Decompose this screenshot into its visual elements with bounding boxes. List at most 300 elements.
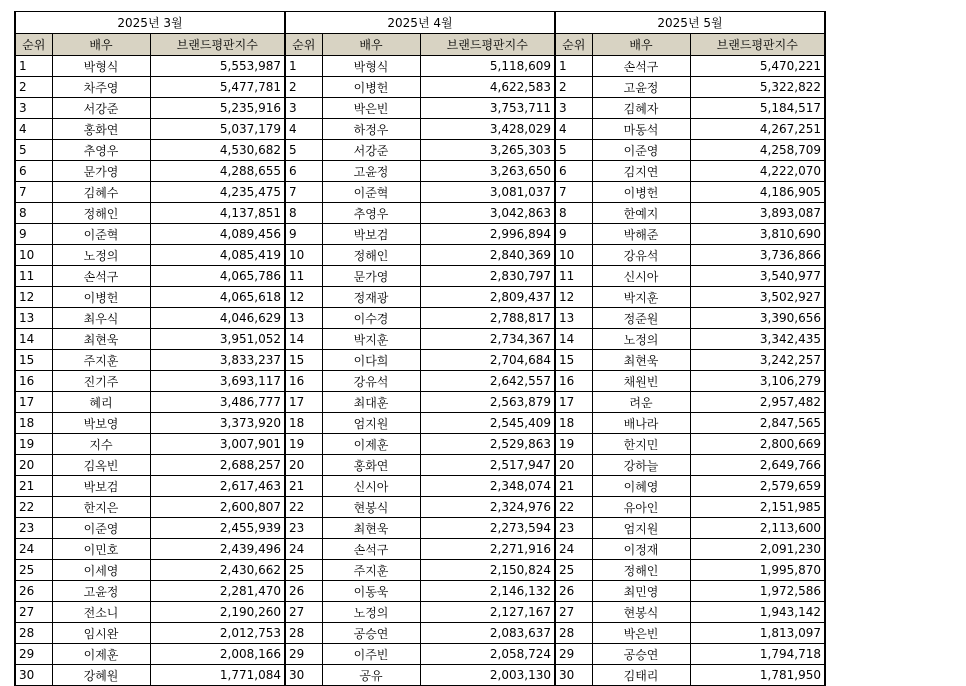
rank-cell: 26 [555, 581, 592, 602]
table-row [15, 203, 825, 224]
actor-name-cell: 이준혁 [322, 182, 420, 203]
score-cell: 2,281,470 [150, 581, 285, 602]
actor-header: 배우 [322, 34, 420, 56]
actor-name-cell: 이제훈 [322, 434, 420, 455]
actor-name-cell: 진기주 [52, 371, 150, 392]
rank-cell: 6 [285, 161, 322, 182]
actor-name-cell: 박형식 [322, 56, 420, 77]
score-cell: 3,373,920 [150, 413, 285, 434]
rank-cell: 28 [285, 623, 322, 644]
actor-name-cell: 박은빈 [322, 98, 420, 119]
table-row [15, 665, 825, 686]
actor-name-cell: 임시완 [52, 623, 150, 644]
actor-name-cell: 손석구 [592, 56, 690, 77]
score-cell: 3,106,279 [690, 371, 825, 392]
rank-cell: 21 [285, 476, 322, 497]
rank-cell: 22 [285, 497, 322, 518]
score-cell: 2,830,797 [420, 266, 555, 287]
month-title: 2025년 5월 [555, 12, 825, 34]
column-header-row [15, 34, 825, 56]
rank-cell: 8 [555, 203, 592, 224]
actor-name-cell: 채원빈 [592, 371, 690, 392]
score-cell: 4,137,851 [150, 203, 285, 224]
actor-name-cell: 정재광 [322, 287, 420, 308]
rank-cell: 1 [15, 56, 52, 77]
score-cell: 5,470,221 [690, 56, 825, 77]
rank-cell: 15 [15, 350, 52, 371]
rank-cell: 16 [15, 371, 52, 392]
actor-name-cell: 손석구 [52, 266, 150, 287]
actor-name-cell: 하정우 [322, 119, 420, 140]
actor-name-cell: 정해인 [52, 203, 150, 224]
rank-cell: 28 [15, 623, 52, 644]
rank-cell: 13 [285, 308, 322, 329]
actor-name-cell: 박보영 [52, 413, 150, 434]
score-cell: 2,545,409 [420, 413, 555, 434]
rank-cell: 10 [15, 245, 52, 266]
rank-header: 순위 [555, 34, 592, 56]
actor-name-cell: 한지민 [592, 434, 690, 455]
actor-header: 배우 [52, 34, 150, 56]
actor-name-cell: 마동석 [592, 119, 690, 140]
rank-cell: 18 [555, 413, 592, 434]
actor-name-cell: 신시아 [592, 266, 690, 287]
score-cell: 2,008,166 [150, 644, 285, 665]
table-row [15, 623, 825, 644]
actor-name-cell: 김혜자 [592, 98, 690, 119]
score-cell: 4,530,682 [150, 140, 285, 161]
table-row [15, 119, 825, 140]
table-row [15, 476, 825, 497]
score-cell: 1,972,586 [690, 581, 825, 602]
table-row [15, 329, 825, 350]
score-cell: 2,113,600 [690, 518, 825, 539]
rank-cell: 18 [15, 413, 52, 434]
rank-cell: 11 [15, 266, 52, 287]
actor-name-cell: 엄지원 [322, 413, 420, 434]
rank-cell: 12 [285, 287, 322, 308]
rank-cell: 18 [285, 413, 322, 434]
actor-name-cell: 박지훈 [592, 287, 690, 308]
actor-name-cell: 신시아 [322, 476, 420, 497]
score-header: 브랜드평판지수 [420, 34, 555, 56]
actor-name-cell: 강하늘 [592, 455, 690, 476]
actor-name-cell: 고윤정 [52, 581, 150, 602]
score-cell: 1,813,097 [690, 623, 825, 644]
rank-cell: 15 [285, 350, 322, 371]
rank-cell: 20 [555, 455, 592, 476]
table-row [15, 56, 825, 77]
actor-name-cell: 박보검 [52, 476, 150, 497]
rank-cell: 7 [15, 182, 52, 203]
score-cell: 2,788,817 [420, 308, 555, 329]
rank-cell: 3 [285, 98, 322, 119]
score-cell: 5,477,781 [150, 77, 285, 98]
rank-cell: 21 [15, 476, 52, 497]
score-cell: 4,222,070 [690, 161, 825, 182]
actor-name-cell: 이준영 [52, 518, 150, 539]
actor-name-cell: 유아인 [592, 497, 690, 518]
table-row [15, 392, 825, 413]
rank-cell: 14 [285, 329, 322, 350]
score-cell: 5,037,179 [150, 119, 285, 140]
rank-cell: 24 [15, 539, 52, 560]
rank-cell: 10 [285, 245, 322, 266]
score-cell: 3,263,650 [420, 161, 555, 182]
rank-header: 순위 [15, 34, 52, 56]
rank-cell: 8 [15, 203, 52, 224]
table-row [15, 455, 825, 476]
rank-cell: 25 [555, 560, 592, 581]
ranking-rows [15, 56, 825, 686]
score-cell: 4,065,618 [150, 287, 285, 308]
score-cell: 2,809,437 [420, 287, 555, 308]
score-cell: 5,184,517 [690, 98, 825, 119]
actor-name-cell: 주지훈 [322, 560, 420, 581]
actor-name-cell: 강유석 [322, 371, 420, 392]
actor-name-cell: 공승연 [322, 623, 420, 644]
rank-cell: 21 [555, 476, 592, 497]
score-cell: 2,649,766 [690, 455, 825, 476]
rank-cell: 24 [285, 539, 322, 560]
rank-cell: 2 [15, 77, 52, 98]
actor-name-cell: 최민영 [592, 581, 690, 602]
score-cell: 2,600,807 [150, 497, 285, 518]
score-cell: 3,486,777 [150, 392, 285, 413]
table-row [15, 413, 825, 434]
score-cell: 3,893,087 [690, 203, 825, 224]
score-cell: 4,622,583 [420, 77, 555, 98]
score-cell: 4,089,456 [150, 224, 285, 245]
table-row [15, 518, 825, 539]
score-header: 브랜드평판지수 [150, 34, 285, 56]
actor-name-cell: 최대훈 [322, 392, 420, 413]
score-cell: 2,529,863 [420, 434, 555, 455]
score-cell: 3,736,866 [690, 245, 825, 266]
actor-name-cell: 박보검 [322, 224, 420, 245]
score-cell: 2,273,594 [420, 518, 555, 539]
score-cell: 5,118,609 [420, 56, 555, 77]
rank-cell: 17 [285, 392, 322, 413]
actor-name-cell: 문가영 [322, 266, 420, 287]
actor-name-cell: 홍화연 [322, 455, 420, 476]
score-cell: 1,781,950 [690, 665, 825, 686]
rank-cell: 17 [15, 392, 52, 413]
actor-name-cell: 이준혁 [52, 224, 150, 245]
rank-cell: 16 [285, 371, 322, 392]
score-cell: 2,271,916 [420, 539, 555, 560]
score-cell: 2,563,879 [420, 392, 555, 413]
actor-name-cell: 김혜수 [52, 182, 150, 203]
table-row [15, 602, 825, 623]
score-cell: 3,428,029 [420, 119, 555, 140]
actor-name-cell: 김지연 [592, 161, 690, 182]
rank-cell: 7 [285, 182, 322, 203]
rank-cell: 11 [285, 266, 322, 287]
rank-cell: 22 [15, 497, 52, 518]
rank-cell: 19 [555, 434, 592, 455]
rank-cell: 9 [555, 224, 592, 245]
actor-name-cell: 박형식 [52, 56, 150, 77]
table-row [15, 140, 825, 161]
table-row [15, 350, 825, 371]
score-cell: 1,794,718 [690, 644, 825, 665]
actor-name-cell: 강유석 [592, 245, 690, 266]
score-cell: 2,704,684 [420, 350, 555, 371]
actor-name-cell: 정해인 [322, 245, 420, 266]
actor-name-cell: 이준영 [592, 140, 690, 161]
score-cell: 1,943,142 [690, 602, 825, 623]
rank-cell: 9 [15, 224, 52, 245]
score-cell: 2,617,463 [150, 476, 285, 497]
table-row [15, 581, 825, 602]
rank-header: 순위 [285, 34, 322, 56]
actor-name-cell: 이동욱 [322, 581, 420, 602]
actor-name-cell: 홍화연 [52, 119, 150, 140]
score-cell: 2,840,369 [420, 245, 555, 266]
rank-cell: 30 [555, 665, 592, 686]
actor-name-cell: 차주영 [52, 77, 150, 98]
rank-cell: 15 [555, 350, 592, 371]
score-cell: 3,502,927 [690, 287, 825, 308]
score-cell: 3,390,656 [690, 308, 825, 329]
rank-cell: 19 [15, 434, 52, 455]
score-cell: 5,322,822 [690, 77, 825, 98]
score-cell: 4,267,251 [690, 119, 825, 140]
actor-name-cell: 추영우 [322, 203, 420, 224]
score-cell: 4,065,786 [150, 266, 285, 287]
rank-cell: 23 [555, 518, 592, 539]
table-row [15, 644, 825, 665]
score-cell: 2,083,637 [420, 623, 555, 644]
rank-cell: 22 [555, 497, 592, 518]
score-cell: 4,235,475 [150, 182, 285, 203]
actor-name-cell: 이혜영 [592, 476, 690, 497]
actor-name-cell: 이수경 [322, 308, 420, 329]
actor-name-cell: 박해준 [592, 224, 690, 245]
score-cell: 5,235,916 [150, 98, 285, 119]
score-cell: 2,847,565 [690, 413, 825, 434]
month-title: 2025년 3월 [15, 12, 285, 34]
rank-cell: 19 [285, 434, 322, 455]
actor-name-cell: 혜리 [52, 392, 150, 413]
actor-name-cell: 고윤정 [322, 161, 420, 182]
score-cell: 4,258,709 [690, 140, 825, 161]
score-cell: 3,833,237 [150, 350, 285, 371]
table-row [15, 308, 825, 329]
rank-cell: 3 [15, 98, 52, 119]
month-header-row [15, 12, 825, 34]
actor-name-cell: 이병헌 [52, 287, 150, 308]
table-row [15, 77, 825, 98]
score-cell: 2,146,132 [420, 581, 555, 602]
actor-name-cell: 김옥빈 [52, 455, 150, 476]
score-cell: 4,186,905 [690, 182, 825, 203]
actor-name-cell: 이다희 [322, 350, 420, 371]
actor-name-cell: 이민호 [52, 539, 150, 560]
actor-name-cell: 현봉식 [322, 497, 420, 518]
rank-cell: 29 [15, 644, 52, 665]
table-row [15, 371, 825, 392]
rank-cell: 29 [285, 644, 322, 665]
actor-name-cell: 최현욱 [52, 329, 150, 350]
score-cell: 2,734,367 [420, 329, 555, 350]
rank-cell: 2 [555, 77, 592, 98]
rank-cell: 26 [15, 581, 52, 602]
score-cell: 4,288,655 [150, 161, 285, 182]
actor-name-cell: 공유 [322, 665, 420, 686]
brand-reputation-table [14, 11, 826, 686]
score-cell: 3,810,690 [690, 224, 825, 245]
score-cell: 3,242,257 [690, 350, 825, 371]
score-cell: 2,996,894 [420, 224, 555, 245]
table-row [15, 224, 825, 245]
actor-name-cell: 문가영 [52, 161, 150, 182]
score-cell: 2,190,260 [150, 602, 285, 623]
score-cell: 3,042,863 [420, 203, 555, 224]
rank-cell: 17 [555, 392, 592, 413]
score-cell: 5,553,987 [150, 56, 285, 77]
actor-name-cell: 추영우 [52, 140, 150, 161]
score-header: 브랜드평판지수 [690, 34, 825, 56]
rank-cell: 23 [285, 518, 322, 539]
actor-name-cell: 정준원 [592, 308, 690, 329]
rank-cell: 27 [285, 602, 322, 623]
actor-name-cell: 이정재 [592, 539, 690, 560]
rank-cell: 5 [555, 140, 592, 161]
actor-name-cell: 이세영 [52, 560, 150, 581]
rank-cell: 12 [15, 287, 52, 308]
score-cell: 2,348,074 [420, 476, 555, 497]
score-cell: 2,091,230 [690, 539, 825, 560]
table-row [15, 539, 825, 560]
rank-cell: 9 [285, 224, 322, 245]
actor-name-cell: 이주빈 [322, 644, 420, 665]
rank-cell: 3 [555, 98, 592, 119]
actor-name-cell: 정해인 [592, 560, 690, 581]
score-cell: 4,085,419 [150, 245, 285, 266]
table-row [15, 98, 825, 119]
score-cell: 2,324,976 [420, 497, 555, 518]
actor-name-cell: 한지은 [52, 497, 150, 518]
score-cell: 2,439,496 [150, 539, 285, 560]
actor-name-cell: 노정의 [322, 602, 420, 623]
actor-header: 배우 [592, 34, 690, 56]
rank-cell: 5 [15, 140, 52, 161]
actor-name-cell: 한예지 [592, 203, 690, 224]
actor-name-cell: 전소니 [52, 602, 150, 623]
actor-name-cell: 엄지원 [592, 518, 690, 539]
score-cell: 3,007,901 [150, 434, 285, 455]
score-cell: 2,058,724 [420, 644, 555, 665]
actor-name-cell: 이병헌 [592, 182, 690, 203]
rank-cell: 26 [285, 581, 322, 602]
rank-cell: 23 [15, 518, 52, 539]
rank-cell: 8 [285, 203, 322, 224]
actor-name-cell: 공승연 [592, 644, 690, 665]
score-cell: 2,150,824 [420, 560, 555, 581]
rank-cell: 7 [555, 182, 592, 203]
rank-cell: 28 [555, 623, 592, 644]
rank-cell: 4 [15, 119, 52, 140]
score-cell: 4,046,629 [150, 308, 285, 329]
score-cell: 2,430,662 [150, 560, 285, 581]
score-cell: 2,579,659 [690, 476, 825, 497]
ranking-table-wrapper [14, 11, 826, 686]
actor-name-cell: 손석구 [322, 539, 420, 560]
actor-name-cell: 최우식 [52, 308, 150, 329]
table-row [15, 287, 825, 308]
rank-cell: 5 [285, 140, 322, 161]
actor-name-cell: 최현욱 [322, 518, 420, 539]
rank-cell: 10 [555, 245, 592, 266]
score-cell: 3,540,977 [690, 266, 825, 287]
score-cell: 2,127,167 [420, 602, 555, 623]
rank-cell: 6 [555, 161, 592, 182]
rank-cell: 30 [15, 665, 52, 686]
score-cell: 3,265,303 [420, 140, 555, 161]
actor-name-cell: 고윤정 [592, 77, 690, 98]
rank-cell: 29 [555, 644, 592, 665]
score-cell: 2,012,753 [150, 623, 285, 644]
rank-cell: 4 [555, 119, 592, 140]
score-cell: 2,517,947 [420, 455, 555, 476]
actor-name-cell: 강혜원 [52, 665, 150, 686]
score-cell: 1,995,870 [690, 560, 825, 581]
actor-name-cell: 서강준 [52, 98, 150, 119]
rank-cell: 27 [15, 602, 52, 623]
table-row [15, 161, 825, 182]
rank-cell: 20 [15, 455, 52, 476]
score-cell: 3,342,435 [690, 329, 825, 350]
score-cell: 2,957,482 [690, 392, 825, 413]
table-row [15, 497, 825, 518]
rank-cell: 30 [285, 665, 322, 686]
rank-cell: 1 [285, 56, 322, 77]
score-cell: 3,951,052 [150, 329, 285, 350]
month-title: 2025년 4월 [285, 12, 555, 34]
score-cell: 3,081,037 [420, 182, 555, 203]
actor-name-cell: 배나라 [592, 413, 690, 434]
table-row [15, 434, 825, 455]
rank-cell: 13 [555, 308, 592, 329]
rank-cell: 27 [555, 602, 592, 623]
rank-cell: 16 [555, 371, 592, 392]
rank-cell: 14 [555, 329, 592, 350]
actor-name-cell: 이제훈 [52, 644, 150, 665]
actor-name-cell: 서강준 [322, 140, 420, 161]
table-row [15, 266, 825, 287]
rank-cell: 2 [285, 77, 322, 98]
rank-cell: 20 [285, 455, 322, 476]
actor-name-cell: 현봉식 [592, 602, 690, 623]
table-row [15, 182, 825, 203]
actor-name-cell: 노정의 [52, 245, 150, 266]
score-cell: 2,003,130 [420, 665, 555, 686]
actor-name-cell: 려운 [592, 392, 690, 413]
actor-name-cell: 이병헌 [322, 77, 420, 98]
actor-name-cell: 최현욱 [592, 350, 690, 371]
score-cell: 2,151,985 [690, 497, 825, 518]
rank-cell: 1 [555, 56, 592, 77]
score-cell: 3,693,117 [150, 371, 285, 392]
score-cell: 2,642,557 [420, 371, 555, 392]
rank-cell: 6 [15, 161, 52, 182]
actor-name-cell: 박지훈 [322, 329, 420, 350]
score-cell: 2,688,257 [150, 455, 285, 476]
rank-cell: 11 [555, 266, 592, 287]
rank-cell: 12 [555, 287, 592, 308]
